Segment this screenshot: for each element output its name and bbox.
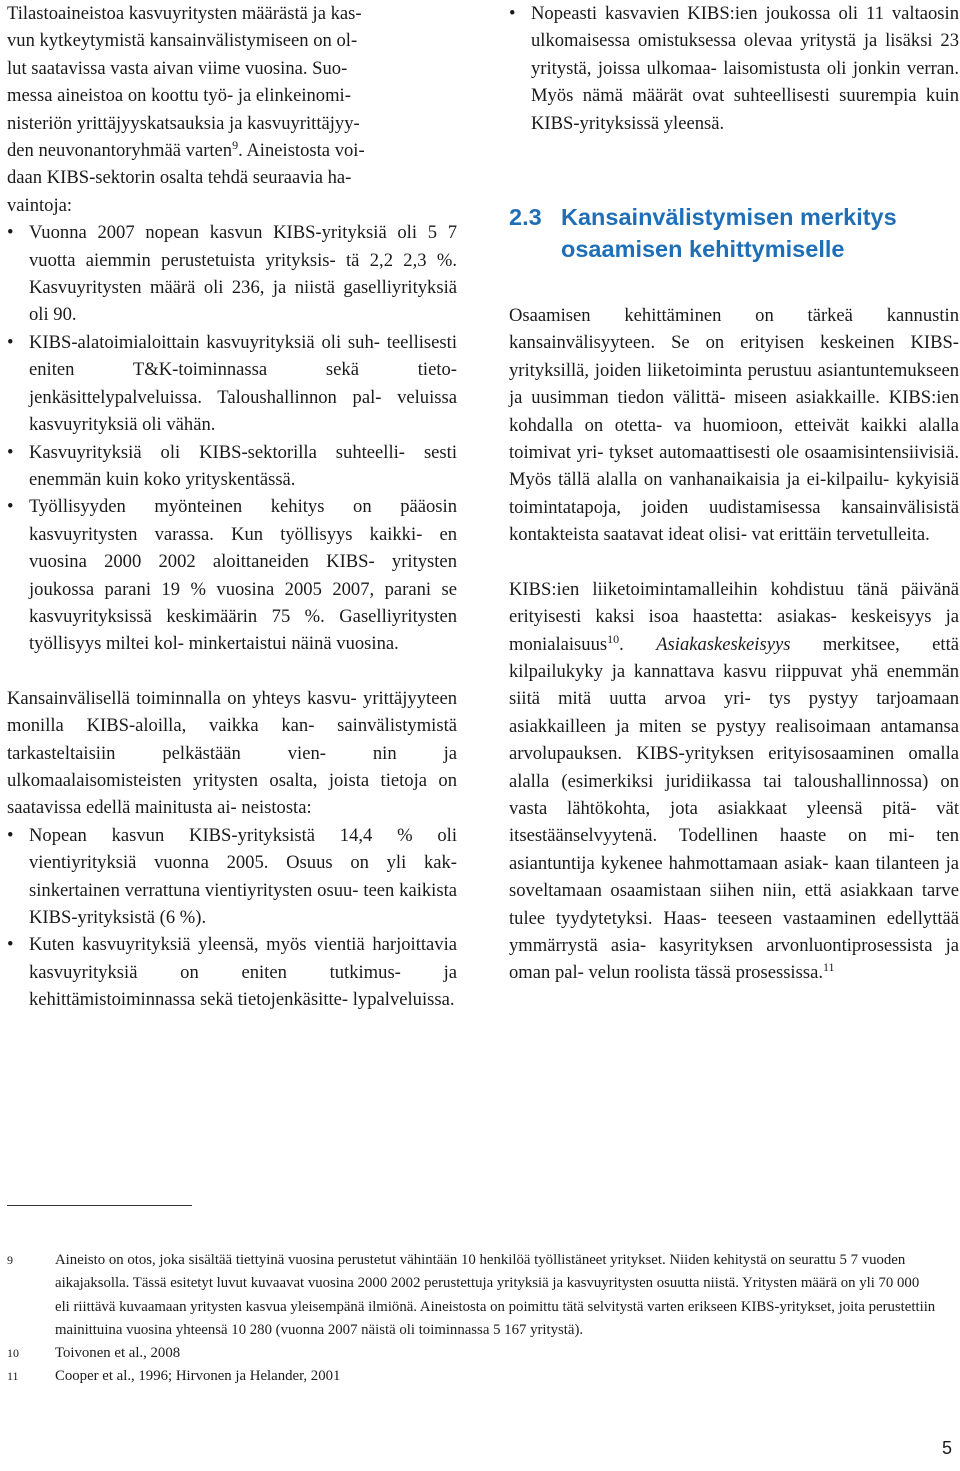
section-heading (509, 201, 959, 265)
list-item: • Kasvuyrityksiä oli KIBS-sektorilla suhteelli- sesti enemmän kuin koko yrityskentässä. (7, 439, 457, 494)
list-item: • Työllisyyden myönteinen kehitys on pääosin kasvuyritysten varassa. Kun työllisyys kaikki- en vuosina 2000 2002 aloittaneiden KIBS- yritysten joukossa parani 19 % vuosina 2005 2007, parani se kasvuyrityksissä keskimäärin 75 %. Gaselliyritysten työllisyys miltei kol- minkertaistui näinä vuosina. (7, 493, 457, 657)
footnote-divider (7, 1205, 192, 1206)
footnote-ref-11[interactable]: 11 (822, 960, 835, 975)
list-item: • KIBS-alatoimialoittain kasvuyrityksiä oli suh- teellisesti eniten T&K-toiminnassa sekä tieto- jenkäsittelypalveluissa. Taloushallinnon pal- veluissa kasvuyrityksiä oli vähän. (7, 329, 457, 439)
footnote-ref-10[interactable]: 10 (607, 631, 620, 646)
footnote-10: 10 Toivonen et al., 2008 (7, 1345, 181, 1362)
intro-paragraph: Tilastoaineistoa kasvuyritysten määrästä ja kas- vun kytkeytymistä kansainvälistymiseen on ol- lut saatavissa vasta aivan viime vuosina. Suo- messa aineistoa on koottu työ- ja elinkeinomi- nisteriön yrittäjyyskatsauksia ja kasvuyrittäjyy- den neuvonantoryhmää varten$^9$. Aineistosta voi- daan KIBS-sektorin osalta tehdä seuraavia ha- vaintoja: (7, 3, 365, 216)
list-item: • Nopean kasvun KIBS-yrityksistä 14,4 % oli vientiyrityksiä vuonna 2005. Osuus on yli kak- sinkertainen verrattuna vientiyritysten osuu- teen kaikista KIBS-yrityksistä (6 %). (7, 822, 457, 932)
footnotes (7, 1249, 937, 1389)
competence-paragraph: Osaamisen kehittäminen on tärkeä kannustin kansainvälisyyteen. Se on erityisen keskeinen KIBS-yrityksillä, joiden liiketoiminta perustuu asiantuntemukseen ja uusimman tiedon välittä- miseen asiakkaille. KIBS:ien kohdalla on otetta- va huomioon, etteivät kaikki alalla toimivat yri- tykset automaattisesti ole osaamisintensiivisiä. Myös tällä alalla on vanhanaikaisia ja ei-kilpailu- kykyisiä toimintatapoja, joiden uudistamisessa kansainvälisistä kontakteista saatavat ideat olisi- vat erittäin tervetulleita. (509, 305, 959, 546)
page-number: 5 (941, 1438, 952, 1458)
findings-list (7, 219, 457, 658)
section-number: 2.3 (509, 204, 542, 231)
international-paragraph: Kansainvälisellä toiminnalla on yhteys kasvu- yrittäjyyteen monilla KIBS-aloilla, vaikka kan- sainvälistymistä tarkasteltaisiin pelkästään vien- nin ja ulkomaalaisomisteisten yritysten osalta, joista tietoja on saatavissa edellä mainitusta ai- neistosta: (7, 687, 457, 819)
ownership-list (509, 0, 959, 137)
business-model-paragraph: KIBS:ien liiketoimintamalleihin kohdistuu tänä päivänä erityisesti kaksi isoa haastetta: asiakas- keskeisyys ja monialaisuus$^{10}$. Asiakaskeskeisyys merkitsee, että kilpailukyky ja kannattava kasvu riippuvat yhä enemmän siitä mitä uutta arvoa yri- tys pystyy tarjoamaan asiakkailleen ja miten se pystyy realisoimaan antamansa arvolupauksen. KIBS-yrityksen erityisosaaminen omalla alalla (esimerkiksi juridiikassa tai taloushallinnossa) on vasta lähtökohta, jota asiakkaat yleensä pitä- vät itsestäänselvyytenä. Todellinen haaste on mi- ten asiantuntija kykenee hahmottamaan asiak- kaan tilanteen ja soveltamaan osaamistaan siihen niin, että asiakkaan tarve tulee tyydytetyksi. Haas- teeseen vastaaminen edellyttää ymmärrystä asia- kasyrityksen arvonluontiprosessista ja oman pal- velun roolista tässä prosessissa.$^{11}$ (509, 578, 960, 984)
footnote-ref-9[interactable]: 9 (232, 137, 239, 152)
export-list (7, 822, 457, 1014)
list-item: • Kuten kasvuyrityksiä yleensä, myös vientiä harjoittavia kasvuyrityksiä on eniten tutkimus- ja kehittämistoiminnassa sekä tietojenkäsitte- lypalveluissa. (7, 931, 457, 1013)
right-column (509, 0, 959, 987)
footnote-11: 11 Cooper et al., 1996; Hirvonen ja Helander, 2001 (7, 1368, 341, 1385)
list-item: • Vuonna 2007 nopean kasvun KIBS-yrityksiä oli 5 7 vuotta aiemmin perustetuista yrityksis- tä 2,2 2,3 %. Kasvuyritysten määrä oli 236, ja niistä gaselliyrityksiä oli 90. (7, 219, 457, 329)
left-column (7, 0, 457, 1014)
footnote-9: 9 Aineisto on otos, joka sisältää tiettyinä vuosina perustetut vähintään 10 henkilöä työllistäneet yritykset. Niiden kehitystä on seurattu 5 7 vuoden aikajaksolla. Tässä esitetyt luvut kuvaavat vuosina 2000 2002 perustettuja yrityksiä ja kasvuyritysten osuutta niistä. Yritysten määrä on yli 70 000 eli riittävä kuvaamaan yritysten kasvua yleisempänä ilmiönä. Aineistosta on poimittu tätä selvitystä varten erikseen KIBS-yritykset, joita perustettiin mainittuina vuosina yhteensä 10 280 (vuonna 2007 näistä oli toiminnassa 5 167 yritystä). (7, 1252, 936, 1338)
section-title: Kansainvälistymisen merkitys osaamisen kehittymiselle (561, 204, 897, 263)
list-item: • Nopeasti kasvavien KIBS:ien joukossa oli 11 valtaosin ulkomaisessa omistuksessa olevaa yritystä ja lisäksi 23 yritystä, joissa ulkomaa- laisomistusta oli jonkin verran. Myös nämä määrät ovat suhteellisesti suurempia kuin KIBS-yrityksissä yleensä. (509, 0, 959, 137)
